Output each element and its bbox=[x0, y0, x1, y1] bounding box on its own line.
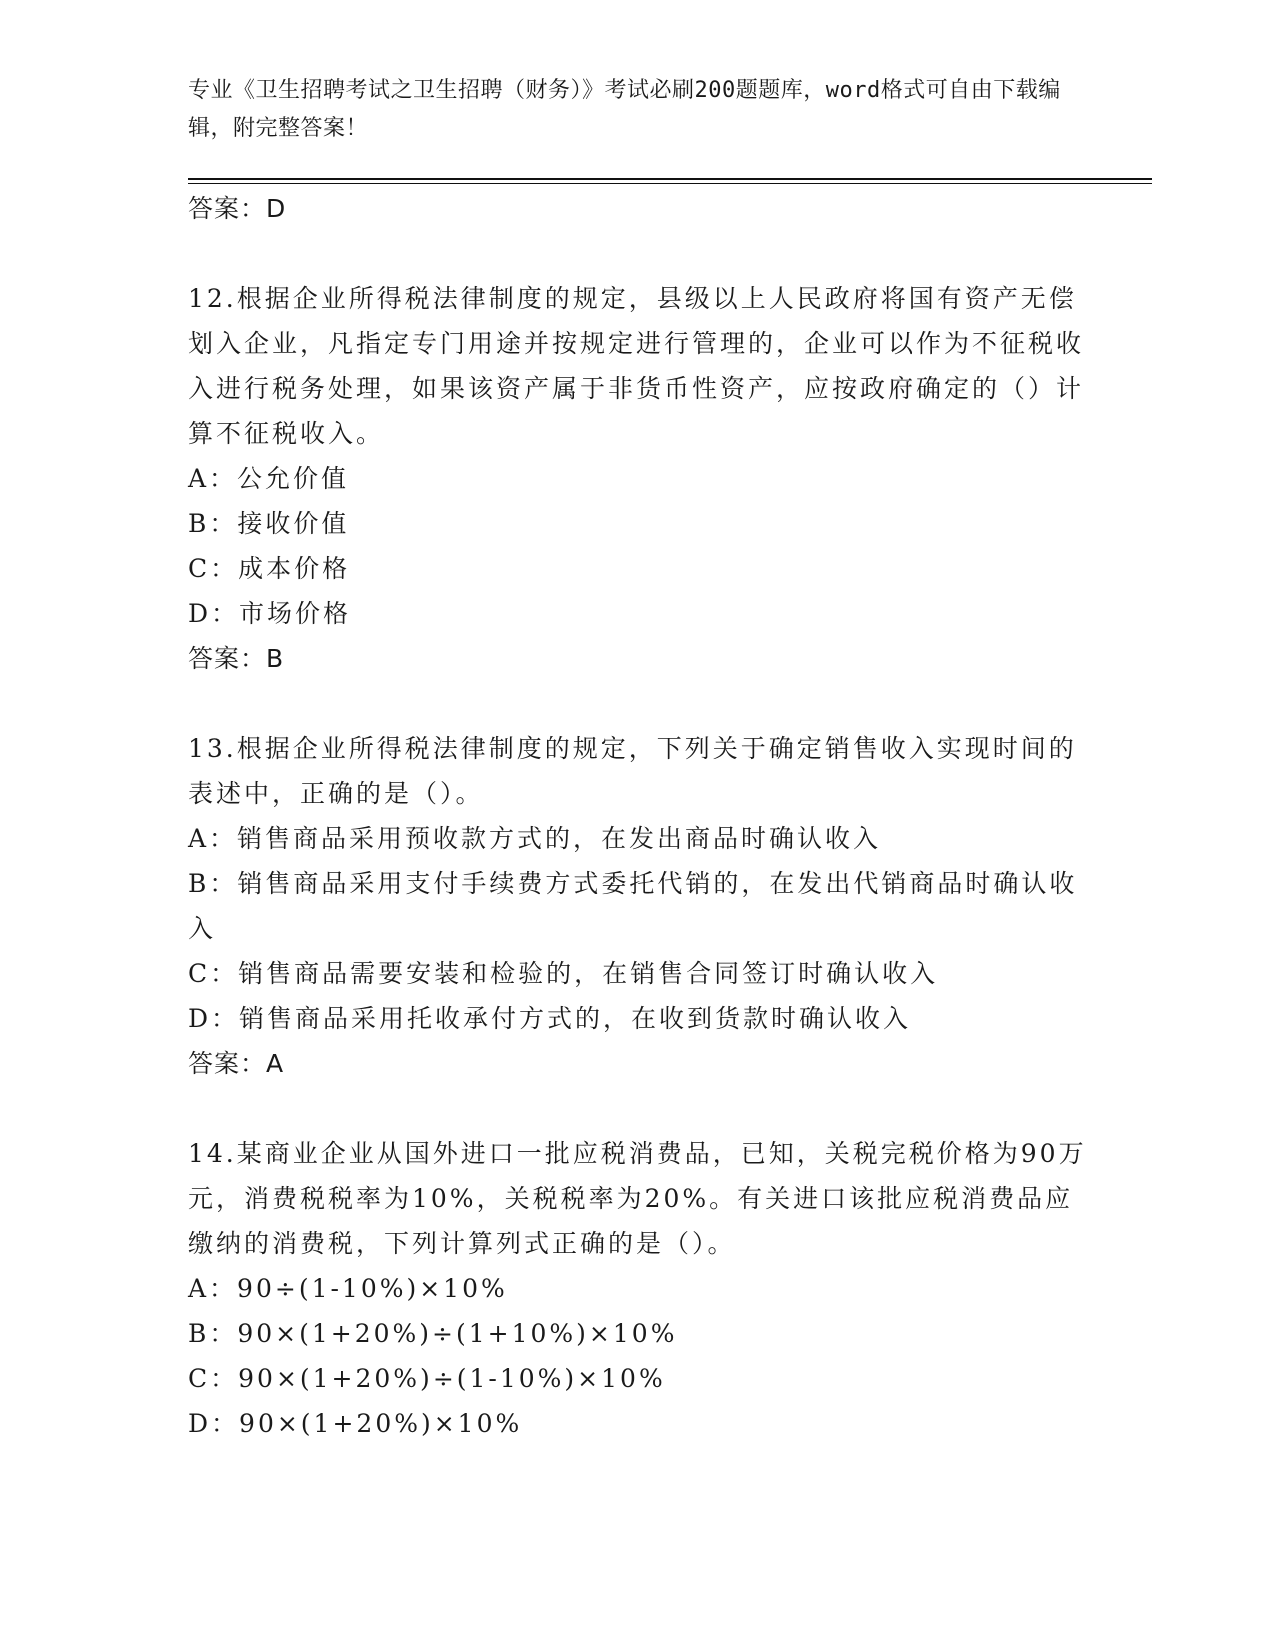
answer-line: 答案：D bbox=[188, 194, 287, 223]
question-block bbox=[188, 726, 1088, 1087]
header-rule-thin bbox=[188, 183, 1152, 184]
question-text: 14.某商业企业从国外进口一批应税消费品，已知，关税完税价格为90万元，消费税税率为10%，关税税率为20%。有关进口该批应税消费品应缴纳的消费税，下列计算列式正确的是（）。 bbox=[188, 1139, 1087, 1258]
option-a: A：公允价值 bbox=[188, 464, 350, 493]
question-text: 13.根据企业所得税法律制度的规定，下列关于确定销售收入实现时间的表述中，正确的是（）。 bbox=[188, 734, 1077, 808]
question-text: 12.根据企业所得税法律制度的规定，县级以上人民政府将国有资产无偿划入企业，凡指定专门用途并按规定进行管理的，企业可以作为不征税收入进行税务处理，如果该资产属于非货币性资产，应按政府确定的（）计算不征税收入。 bbox=[188, 284, 1085, 448]
option-a: A：90÷(1-10%)×10% bbox=[188, 1274, 508, 1303]
question-block bbox=[188, 1131, 1088, 1446]
option-c: C：90×(1+20%)÷(1-10%)×10% bbox=[188, 1364, 666, 1393]
answer-line: 答案：B bbox=[188, 644, 285, 673]
option-b: B：接收价值 bbox=[188, 509, 350, 538]
option-a: A：销售商品采用预收款方式的，在发出商品时确认收入 bbox=[188, 824, 882, 853]
questions-body bbox=[188, 186, 1088, 1446]
question-block bbox=[188, 276, 1088, 682]
option-d: D：市场价格 bbox=[188, 599, 352, 628]
option-b: B：90×(1+20%)÷(1+10%)×10% bbox=[188, 1319, 678, 1348]
option-d: D：90×(1+20%)×10% bbox=[188, 1409, 523, 1438]
document-header: 专业《卫生招聘考试之卫生招聘（财务）》考试必刷200题题库，word格式可自由下载编辑，附完整答案！ bbox=[188, 78, 1061, 141]
answer-line: 答案：A bbox=[188, 1049, 285, 1078]
option-c: C：销售商品需要安装和检验的，在销售合同签订时确认收入 bbox=[188, 959, 939, 988]
option-d: D：销售商品采用托收承付方式的，在收到货款时确认收入 bbox=[188, 1004, 912, 1033]
option-c: C：成本价格 bbox=[188, 554, 351, 583]
header-rule-thick bbox=[188, 178, 1152, 180]
option-b: B：销售商品采用支付手续费方式委托代销的，在发出代销商品时确认收入 bbox=[188, 869, 1078, 943]
